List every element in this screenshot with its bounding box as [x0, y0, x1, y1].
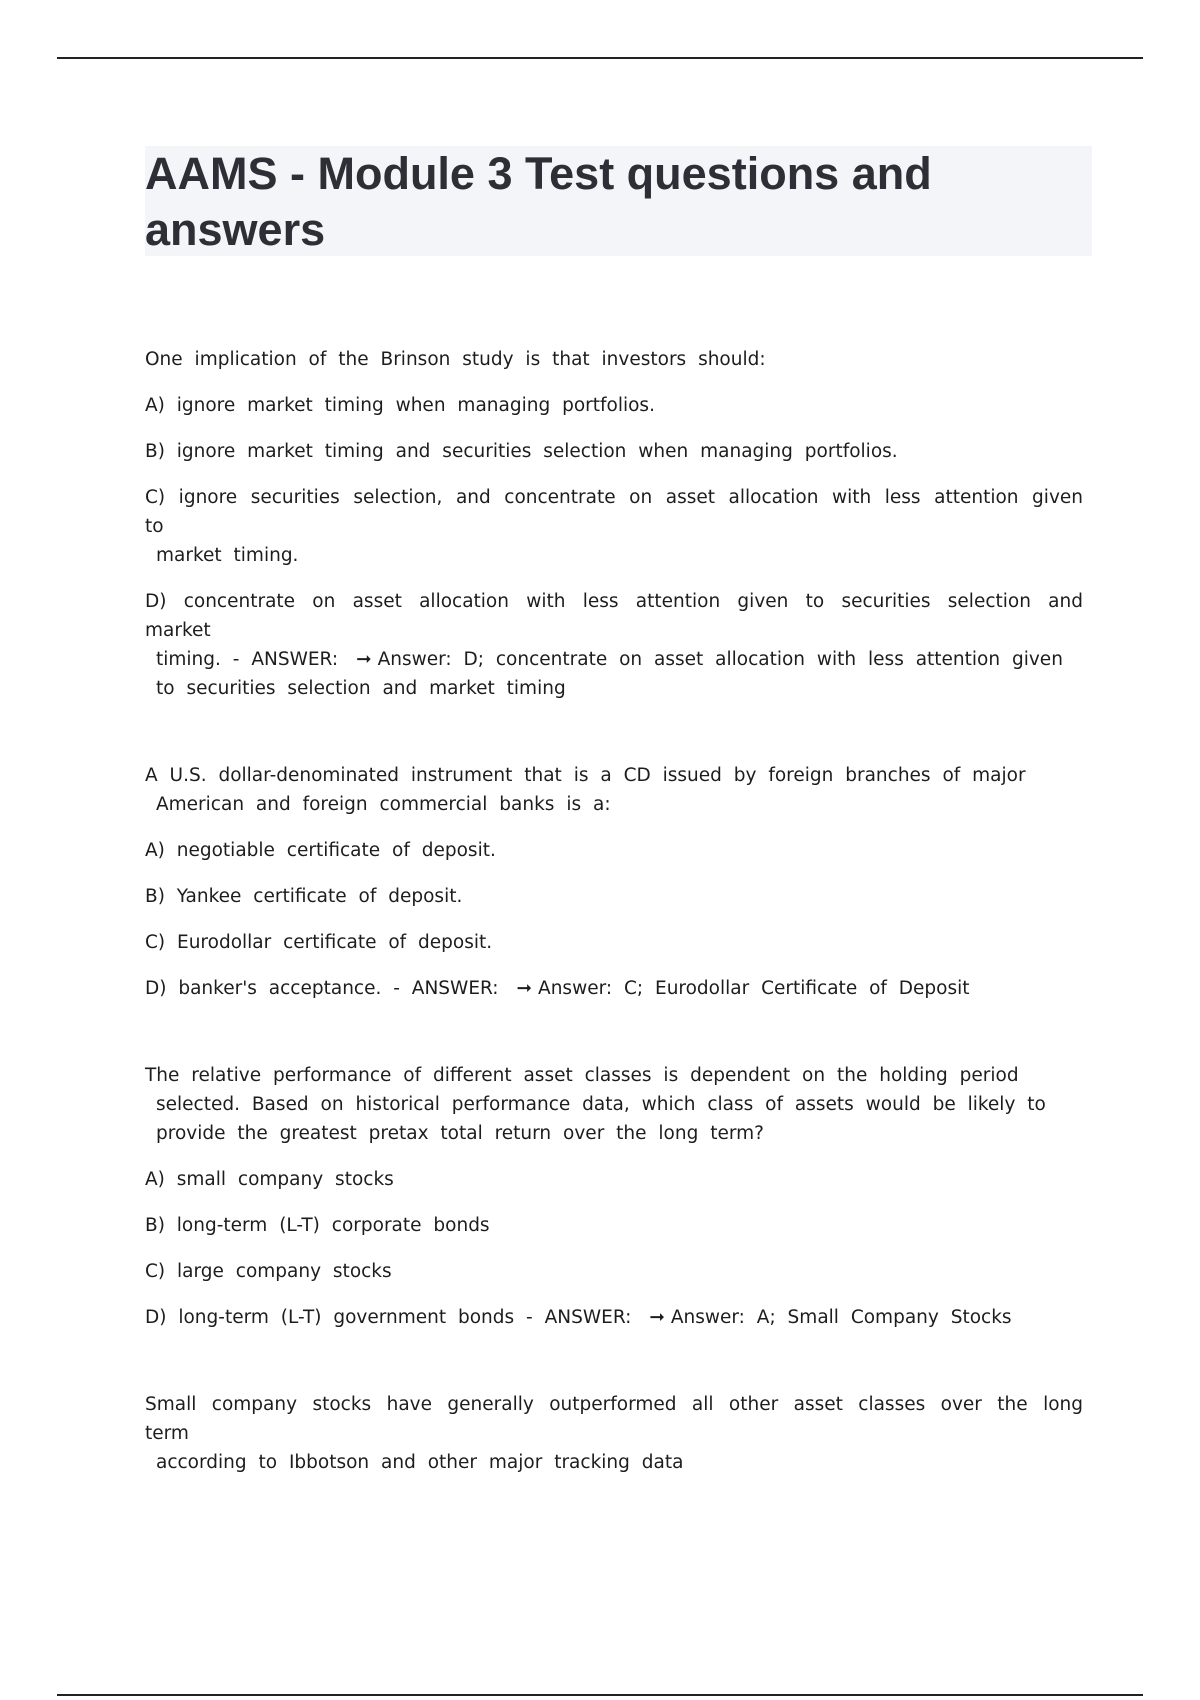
- question-1-stem: One implication of the Brinson study is that investors should:: [145, 349, 766, 370]
- question-1-answer-cont: to securities selection and market timing: [156, 678, 566, 699]
- question-3-stem-line-2: selected. Based on historical performance data, which class of assets would be likely to: [156, 1094, 1046, 1115]
- title-banner: [145, 146, 1092, 256]
- question-2: [145, 761, 1085, 1003]
- question-3-option-a: A) small company stocks: [145, 1169, 394, 1190]
- page-title-line-2: answers: [145, 204, 326, 255]
- question-1-answer-prefix: timing. - ANSWER:: [156, 649, 339, 670]
- question-3-answer-prefix: D) long-term (L-T) government bonds - ANSWER:: [145, 1307, 632, 1328]
- closing-note: [145, 1390, 1085, 1477]
- question-2-stem-line-2: American and foreign commercial banks is a:: [156, 794, 611, 815]
- question-2-answer-text: Answer: C; Eurodollar Certificate of Deposit: [538, 978, 970, 999]
- question-1-option-d: D) concentrate on asset allocation with less attention given to securities selection and market: [145, 591, 1083, 641]
- question-1-answer-line: [145, 645, 1085, 674]
- question-2-answer-line: [145, 974, 1085, 1003]
- question-2-answer-prefix: D) banker's acceptance. - ANSWER:: [145, 978, 499, 999]
- arrow-right-icon: ➞: [649, 1307, 665, 1328]
- question-1-option-c: C) ignore securities selection, and concentrate on asset allocation with less attention given to: [145, 487, 1083, 537]
- question-2-option-c: C) Eurodollar certificate of deposit.: [145, 932, 493, 953]
- question-3-stem-line-3: provide the greatest pretax total return over the long term?: [156, 1123, 764, 1144]
- question-1-option-c-cont: market timing.: [156, 545, 299, 566]
- question-3: [145, 1061, 1085, 1332]
- question-2-option-a: A) negotiable certificate of deposit.: [145, 840, 496, 861]
- top-rule: [57, 57, 1143, 59]
- question-3-option-b: B) long-term (L-T) corporate bonds: [145, 1215, 490, 1236]
- document-body: [145, 345, 1085, 1477]
- question-3-stem-line-1: The relative performance of different asset classes is dependent on the holding period: [145, 1065, 1019, 1086]
- question-3-option-c: C) large company stocks: [145, 1261, 392, 1282]
- question-3-answer-text: Answer: A; Small Company Stocks: [670, 1307, 1012, 1328]
- page-title-line-1: AAMS - Module 3 Test questions and: [145, 148, 932, 199]
- arrow-right-icon: ➞: [516, 978, 533, 999]
- closing-note-line-2: according to Ibbotson and other major tracking data: [156, 1452, 684, 1473]
- question-1: [145, 345, 1085, 703]
- question-1-option-b: B) ignore market timing and securities selection when managing portfolios.: [145, 441, 898, 462]
- bottom-rule: [57, 1694, 1143, 1696]
- page-title: [145, 146, 1092, 258]
- closing-note-line-1: Small company stocks have generally outperformed all other asset classes over the long term: [145, 1394, 1083, 1444]
- question-2-option-b: B) Yankee certificate of deposit.: [145, 886, 463, 907]
- question-1-option-a: A) ignore market timing when managing portfolios.: [145, 395, 655, 416]
- question-1-answer-text: Answer: D; concentrate on asset allocation with less attention given: [377, 649, 1063, 670]
- arrow-right-icon: ➞: [356, 649, 372, 670]
- question-2-stem-line-1: A U.S. dollar-denominated instrument that is a CD issued by foreign branches of major: [145, 765, 1026, 786]
- question-3-answer-line: [145, 1303, 1085, 1332]
